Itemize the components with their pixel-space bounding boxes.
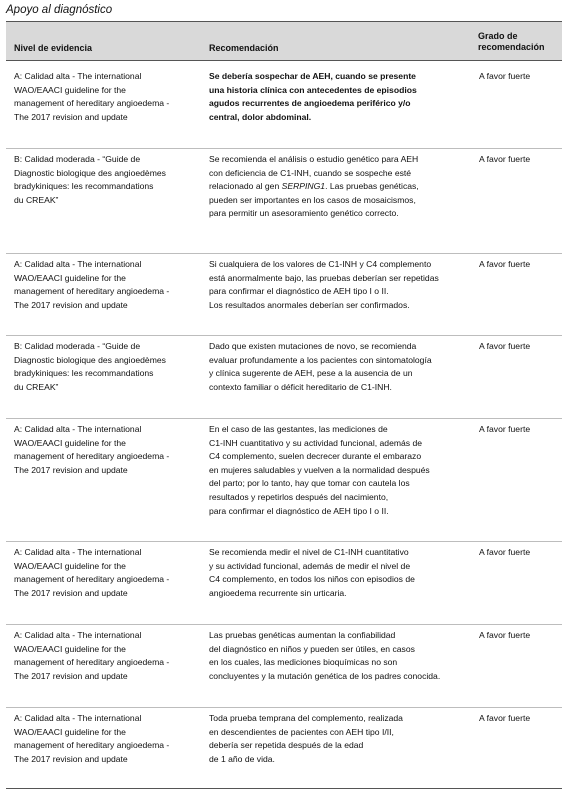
evidence-line: Diagnostic biologique des angioedèmes xyxy=(14,354,166,365)
recommendation-line: Dado que existen mutaciones de novo, se recomienda xyxy=(209,341,417,351)
recommendation-line: con deficiencia de C1-INH, cuando se sospeche esté xyxy=(209,167,412,178)
evidence-line: bradykiniques: les recommandations xyxy=(14,368,154,379)
evidence-line: The 2017 revision and update xyxy=(14,753,128,764)
table-row xyxy=(6,153,562,254)
recommendation-line: Si cualquiera de los valores de C1-INH y C4 complemento xyxy=(209,259,432,269)
evidence-line: management of hereditary angioedema - xyxy=(14,657,170,668)
recommendation-line: Se recomienda medir el nivel de C1-INH cuantitativo xyxy=(209,547,409,557)
recommendation-line: una historia clínica con antecedentes de episodios xyxy=(209,84,417,95)
evidence-cell xyxy=(14,258,199,312)
recommendation-line: En el caso de las gestantes, las mediciones de xyxy=(209,424,388,434)
evidence-line: WAO/EAACI guideline for the xyxy=(14,84,126,95)
recommendation-line: está anormalmente bajo, las pruebas deberían ser repetidas xyxy=(209,272,439,283)
recommendation-line: evaluar profundamente a los pacientes con sintomatología xyxy=(209,354,432,365)
recommendation-line: C4 complemento, suelen decrecer durante el embarazo xyxy=(209,451,422,462)
evidence-line: A: Calidad alta - The international xyxy=(14,71,142,81)
evidence-line: WAO/EAACI guideline for the xyxy=(14,726,126,737)
evidence-cell xyxy=(14,423,199,477)
evidence-line: management of hereditary angioedema - xyxy=(14,98,170,109)
evidence-line: The 2017 revision and update xyxy=(14,587,128,598)
grade-cell: A favor fuerte xyxy=(479,71,531,81)
evidence-line: management of hereditary angioedema - xyxy=(14,574,170,585)
recommendation-line: del diagnóstico en niños y pueden ser útiles, en casos xyxy=(209,643,415,654)
evidence-line: The 2017 revision and update xyxy=(14,670,128,681)
grade-cell: A favor fuerte xyxy=(479,547,531,557)
recommendation-line: resultados y repetirlos después del nacimiento, xyxy=(209,491,389,502)
table-row xyxy=(6,629,562,708)
recommendation-line: en los cuales, las mediciones bioquímicas no son xyxy=(209,657,398,668)
evidence-line: The 2017 revision and update xyxy=(14,111,128,122)
evidence-line: WAO/EAACI guideline for the xyxy=(14,643,126,654)
grade-cell: A favor fuerte xyxy=(479,341,531,351)
evidence-line: WAO/EAACI guideline for the xyxy=(14,560,126,571)
recommendation-cell xyxy=(209,546,471,600)
recommendation-line: en descendientes de pacientes con AEH tipo I/II, xyxy=(209,726,394,737)
evidence-line: The 2017 revision and update xyxy=(14,464,128,475)
grade-cell: A favor fuerte xyxy=(479,630,531,640)
recommendation-line: para permitir un asesoramiento genético correcto. xyxy=(209,208,399,219)
table-row xyxy=(6,546,562,625)
header-evidence: Nivel de evidencia xyxy=(14,43,93,53)
bottom-rule xyxy=(6,788,562,789)
recommendation-line: para confirmar el diagnóstico de AEH tipo I o II. xyxy=(209,505,389,516)
grade-cell: A favor fuerte xyxy=(479,154,531,164)
recommendation-line: contexto familiar o déficit hereditario de C1-INH. xyxy=(209,381,392,392)
table-row xyxy=(6,712,562,789)
evidence-cell xyxy=(14,153,199,207)
recommendation-line: de 1 año de vida. xyxy=(209,753,275,764)
recommendation-line: agudos recurrentes de angioedema periférico y/o xyxy=(209,98,411,109)
grade-cell: A favor fuerte xyxy=(479,713,531,723)
table-row xyxy=(6,340,562,419)
grade-cell: A favor fuerte xyxy=(479,259,531,269)
evidence-line: The 2017 revision and update xyxy=(14,299,128,310)
evidence-line: B: Calidad moderada - “Guide de xyxy=(14,154,141,164)
evidence-line: A: Calidad alta - The international xyxy=(14,424,142,434)
evidence-line: WAO/EAACI guideline for the xyxy=(14,272,126,283)
evidence-line: A: Calidad alta - The international xyxy=(14,259,142,269)
recommendation-line: Se debería sospechar de AEH, cuando se presente xyxy=(209,71,416,81)
recommendation-cell xyxy=(209,629,471,683)
recommendation-cell xyxy=(209,258,471,312)
evidence-line: B: Calidad moderada - “Guide de xyxy=(14,341,141,351)
recommendation-cell xyxy=(209,423,471,518)
evidence-line: Diagnostic biologique des angioedèmes xyxy=(14,167,166,178)
evidence-cell xyxy=(14,546,199,600)
recommendation-cell xyxy=(209,340,471,394)
recommendation-cell xyxy=(209,712,471,766)
evidence-cell xyxy=(14,629,199,683)
recommendation-cell xyxy=(209,153,471,221)
recommendation-line: relacionado al gen SERPING1. Las pruebas genéticas, xyxy=(209,181,419,192)
header-grade-line1: Grado de xyxy=(478,31,518,41)
table-header xyxy=(6,21,562,61)
recommendation-line: Se recomienda el análisis o estudio genético para AEH xyxy=(209,154,419,164)
table-row xyxy=(6,423,562,542)
evidence-line: management of hereditary angioedema - xyxy=(14,451,170,462)
header-grade-line2: recomendación xyxy=(478,42,545,52)
header-recommendation: Recomendación xyxy=(209,43,279,53)
recommendation-line: C1-INH cuantitativo y su actividad funcional, además de xyxy=(209,437,423,448)
recommendation-line: Las pruebas genéticas aumentan la confiabilidad xyxy=(209,630,396,640)
evidence-line: du CREAK” xyxy=(14,381,59,392)
recommendation-line: angioedema recurrente sin urticaria. xyxy=(209,587,347,598)
evidence-cell xyxy=(14,712,199,766)
evidence-line: bradykiniques: les recommandations xyxy=(14,181,154,192)
evidence-line: WAO/EAACI guideline for the xyxy=(14,437,126,448)
evidence-line: A: Calidad alta - The international xyxy=(14,547,142,557)
evidence-line: A: Calidad alta - The international xyxy=(14,713,142,723)
recommendation-line: del parto; por lo tanto, hay que tomar con cautela los xyxy=(209,478,410,489)
recommendation-line: Los resultados anormales deberían ser confirmados. xyxy=(209,299,410,310)
evidence-cell xyxy=(14,340,199,394)
header-grade xyxy=(478,31,545,53)
evidence-line: A: Calidad alta - The international xyxy=(14,630,142,640)
evidence-cell xyxy=(14,70,199,124)
recommendation-line: central, dolor abdominal. xyxy=(209,111,312,122)
grade-cell: A favor fuerte xyxy=(479,424,531,434)
evidence-line: du CREAK” xyxy=(14,194,59,205)
recommendation-line: y su actividad funcional, además de medir el nivel de xyxy=(209,560,411,571)
recommendation-line: pueden ser importantes en los casos de mosaicismos, xyxy=(209,194,416,205)
page-title: Apoyo al diagnóstico xyxy=(6,4,113,16)
recommendation-cell xyxy=(209,70,471,124)
table-row xyxy=(6,70,562,149)
recommendation-line: para confirmar el diagnóstico de AEH tipo I o II. xyxy=(209,286,389,297)
recommendation-line: Toda prueba temprana del complemento, realizada xyxy=(209,713,403,723)
recommendation-line: y clínica sugerente de AEH, pese a la ausencia de un xyxy=(209,368,413,379)
recommendation-line: concluyentes y la mutación genética de los padres conocida. xyxy=(209,670,441,681)
table-row xyxy=(6,258,562,336)
recommendation-line: debería ser repetida después de la edad xyxy=(209,740,364,751)
recommendation-line: en mujeres saludables y vuelven a la normalidad después xyxy=(209,464,430,475)
evidence-line: management of hereditary angioedema - xyxy=(14,286,170,297)
recommendation-line: C4 complemento, en todos los niños con episodios de xyxy=(209,574,415,585)
evidence-line: management of hereditary angioedema - xyxy=(14,740,170,751)
